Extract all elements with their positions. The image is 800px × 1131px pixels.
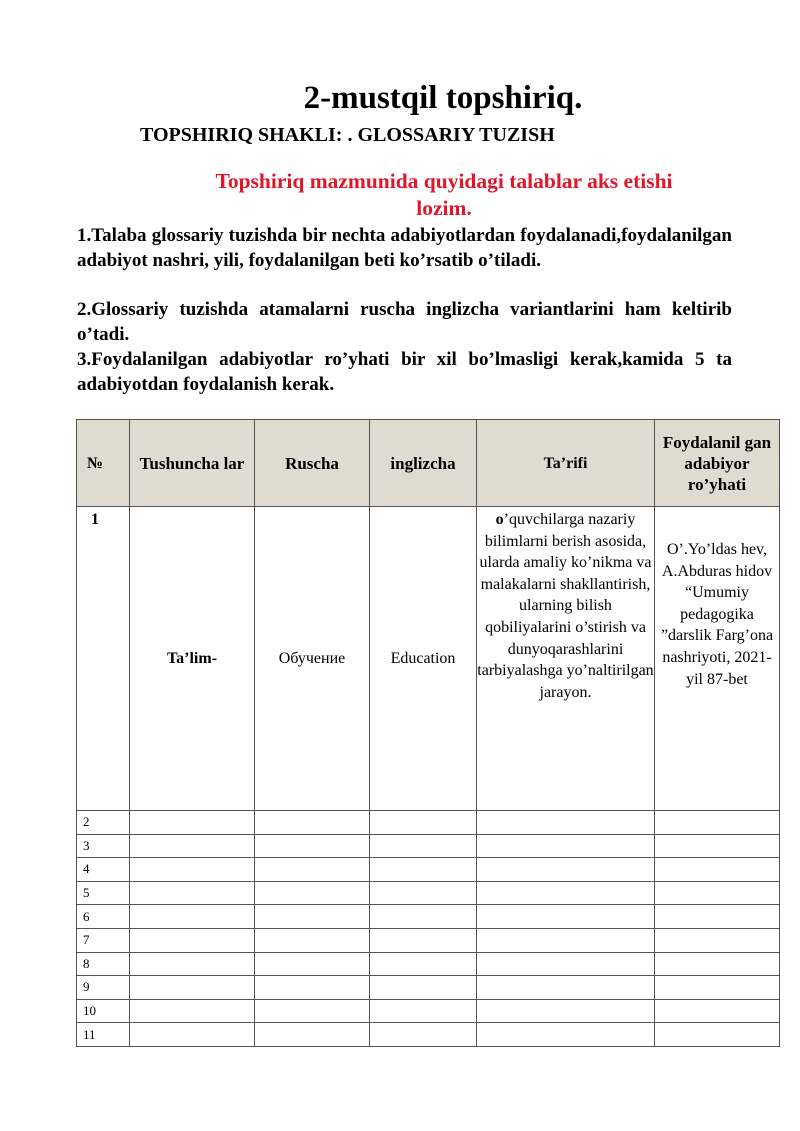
empty-cell (477, 952, 655, 976)
empty-cell (130, 928, 255, 952)
row-number: 9 (77, 976, 130, 1000)
empty-cell (477, 928, 655, 952)
table-row (77, 858, 780, 882)
empty-cell (655, 858, 780, 882)
empty-cell (255, 999, 370, 1023)
row-number: 7 (77, 928, 130, 952)
table-row (77, 507, 780, 811)
empty-cell (370, 834, 477, 858)
requirement-1: 1.Talaba glossariy tuzishda bir nechta adabiyotlardan foydalanadi,foydalanilgan adabiyot nashri, yili, foydalanilgan beti ko’rsatib o’tiladi. (77, 225, 732, 271)
requirements-heading (180, 168, 708, 222)
table-row (77, 952, 780, 976)
empty-cell (370, 858, 477, 882)
russian-cell: Обучение (255, 507, 370, 811)
table-header-row (77, 420, 780, 507)
empty-cell (477, 976, 655, 1000)
empty-cell (130, 905, 255, 929)
table-row (77, 905, 780, 929)
row-number: 4 (77, 858, 130, 882)
empty-cell (655, 976, 780, 1000)
empty-cell (477, 1023, 655, 1047)
empty-cell (370, 999, 477, 1023)
row-number: 11 (77, 1023, 130, 1047)
empty-cell (477, 905, 655, 929)
empty-cell (255, 858, 370, 882)
empty-cell (130, 999, 255, 1023)
row-number: 5 (77, 881, 130, 905)
col-header-definition: Ta’rifi (477, 420, 655, 507)
empty-cell (370, 928, 477, 952)
requirement-3: 3.Foydalanilgan adabiyotlar ro’yhati bir xil bo’lmasligi kerak,kamida 5 ta adabiyotdan foydalanish kerak. (77, 349, 732, 395)
definition-text: ’quvchilarga nazariy bilimlarni berish asosida, ularda amaliy ko’nikma va malakalarni shakllantirish, ularning bilish qobiliyalarini o’stirish va dunyoqarashlarini tarbiyalashga yo’naltirilgan jarayon. (477, 511, 654, 701)
row-number: 3 (77, 834, 130, 858)
col-header-russian: Ruscha (255, 420, 370, 507)
row-number: 6 (77, 905, 130, 929)
empty-cell (477, 881, 655, 905)
page-title: 2-mustqil topshiriq. (303, 80, 583, 116)
row-number: 8 (77, 952, 130, 976)
empty-cell (477, 811, 655, 835)
empty-cell (130, 881, 255, 905)
empty-cell (255, 905, 370, 929)
empty-cell (655, 999, 780, 1023)
empty-cell (477, 858, 655, 882)
row-number: 1 (77, 507, 130, 811)
empty-cell (370, 905, 477, 929)
english-cell: Education (370, 507, 477, 811)
requirement-2: 2.Glossariy tuzishda atamalarni ruscha inglizcha variantlarini ham keltirib o’tadi. (77, 299, 732, 345)
empty-cell (655, 834, 780, 858)
empty-cell (130, 811, 255, 835)
empty-cell (370, 881, 477, 905)
row-number: 2 (77, 811, 130, 835)
col-header-english: inglizcha (370, 420, 477, 507)
empty-cell (370, 811, 477, 835)
empty-cell (477, 834, 655, 858)
empty-cell (255, 952, 370, 976)
empty-cell (130, 1023, 255, 1047)
empty-rows (77, 811, 780, 1047)
subtitle: TOPSHIRIQ SHAKLI: . GLOSSARIY TUZISH (140, 124, 555, 146)
col-header-number: № (77, 420, 130, 507)
col-header-sources: Foydalanil gan adabiyor ro’yhati (655, 420, 780, 507)
empty-cell (130, 952, 255, 976)
empty-cell (255, 811, 370, 835)
table-row (77, 881, 780, 905)
empty-cell (255, 976, 370, 1000)
table-row (77, 999, 780, 1023)
definition-cell (477, 507, 655, 811)
requirements-heading-line2: lozim. (416, 196, 472, 220)
glossary-table (76, 419, 780, 1047)
empty-cell (255, 1023, 370, 1047)
col-header-concepts: Tushuncha lar (130, 420, 255, 507)
empty-cell (655, 881, 780, 905)
empty-cell (370, 1023, 477, 1047)
empty-cell (655, 905, 780, 929)
empty-cell (370, 976, 477, 1000)
empty-cell (655, 1023, 780, 1047)
empty-cell (370, 952, 477, 976)
empty-cell (255, 928, 370, 952)
empty-cell (130, 976, 255, 1000)
row-number: 10 (77, 999, 130, 1023)
empty-cell (255, 881, 370, 905)
definition-first-letter: o (495, 511, 504, 528)
table-row (77, 928, 780, 952)
empty-cell (130, 834, 255, 858)
table-row (77, 1023, 780, 1047)
empty-cell (655, 928, 780, 952)
empty-cell (255, 834, 370, 858)
term-cell: Ta’lim- (130, 507, 255, 811)
source-cell: O’.Yo’ldas hev, A.Abduras hidov “Umumiy pedagogika ”darslik Farg’ona nashriyoti, 2021-yil 87-bet (655, 507, 780, 811)
table-row (77, 834, 780, 858)
empty-cell (477, 999, 655, 1023)
table-row (77, 811, 780, 835)
table-row (77, 976, 780, 1000)
empty-cell (655, 811, 780, 835)
empty-cell (130, 858, 255, 882)
requirements-heading-line1: Topshiriq mazmunida quyidagi talablar aks etishi (215, 169, 673, 193)
empty-cell (655, 952, 780, 976)
